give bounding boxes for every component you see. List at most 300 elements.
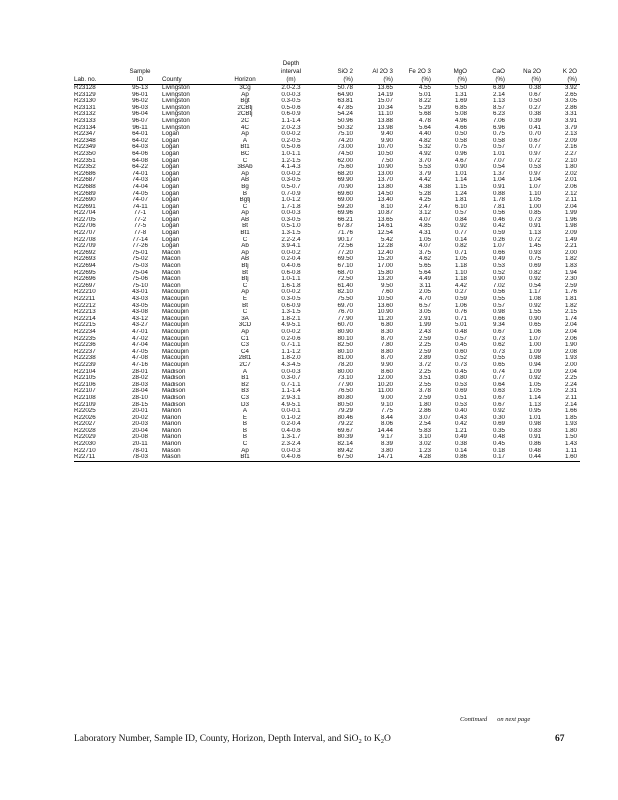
cell-lab: R22108 <box>74 394 96 401</box>
cell-k2o: 2.06 <box>564 183 577 190</box>
cell-mgo: 0.75 <box>454 144 467 151</box>
cell-county: Macoupin <box>162 348 189 355</box>
cell-al2o3: 13.65 <box>377 216 393 223</box>
cell-sio2: 71.76 <box>337 230 353 237</box>
cell-cao: 7.06 <box>492 117 505 124</box>
cell-horizon: E <box>242 296 248 302</box>
column-header-sio2: SiO 2 <box>337 68 353 75</box>
cell-horizon: C4 <box>241 348 249 355</box>
cell-horizon: C3 <box>241 342 249 349</box>
cell-mgo: 5.08 <box>454 111 467 118</box>
cell-horizon: Bt <box>242 302 248 309</box>
cell-fe2o3: 3.75 <box>418 249 431 256</box>
cell-sample: 64-22 <box>132 164 148 171</box>
cell-mgo: 1.69 <box>454 98 467 105</box>
cell-sio2: 82.14 <box>337 441 353 448</box>
cell-k2o: 2.21 <box>564 243 577 250</box>
cell-sample: 43-03 <box>132 296 148 302</box>
cell-depth: 1.8-2.0 <box>281 355 301 362</box>
cell-depth: 0.7-1.1 <box>281 381 301 388</box>
cell-na2o: 0.98 <box>528 421 541 428</box>
cell-mgo: 0.71 <box>454 249 467 256</box>
cell-k2o: 2.24 <box>564 381 577 388</box>
cell-horizon: Bt1 <box>240 144 250 151</box>
cell-al2o3: 13.70 <box>377 177 393 184</box>
cell-al2o3: 14.19 <box>377 91 393 98</box>
cell-sio2: 78.20 <box>337 361 353 368</box>
cell-na2o: 0.48 <box>528 447 541 454</box>
table-row <box>74 131 580 138</box>
cell-mgo: 0.86 <box>434 454 470 461</box>
cell-cao: 0.45 <box>492 441 505 448</box>
cell-na2o: 1.01 <box>528 414 541 421</box>
cell-al2o3: 8.60 <box>380 368 393 375</box>
cell-fe2o3: 4.82 <box>418 137 431 144</box>
cell-sample: 43-27 <box>132 322 148 329</box>
cell-al2o3: 8.39 <box>380 441 393 448</box>
cell-mgo: 0.96 <box>454 150 467 157</box>
cell-sample: 20-04 <box>132 427 148 434</box>
cell-horizon: 2C7 <box>239 361 251 368</box>
cell-mgo: 0.49 <box>454 434 467 441</box>
cell-horizon: 3A <box>241 315 249 322</box>
cell-fe2o3: 4.62 <box>418 256 431 263</box>
cell-na2o: 1.17 <box>528 289 541 296</box>
cell-county: Logan <box>162 243 180 250</box>
cell-sio2: 50.96 <box>337 117 353 124</box>
cell-county: Marion <box>162 408 181 415</box>
cell-county: Macoupin <box>162 361 189 368</box>
table-row <box>74 125 580 132</box>
cell-sample: 47-16 <box>132 361 148 368</box>
cell-na2o: 0.83 <box>528 427 541 434</box>
cell-horizon: Bt <box>242 269 248 276</box>
cell-na2o: 1.09 <box>528 348 541 355</box>
cell-sample: 28-02 <box>132 375 148 382</box>
cell-na2o: 0.44 <box>508 454 544 461</box>
cell-sample: 77-26 <box>132 243 148 250</box>
table-row <box>74 171 580 178</box>
cell-horizon: 2CBtj <box>237 104 253 111</box>
cell-al2o3: 10.34 <box>377 104 393 111</box>
cell-lab: R22705 <box>74 216 96 223</box>
cell-sio2: 54.24 <box>337 111 353 118</box>
cell-lab: R22351 <box>74 157 96 164</box>
cell-cao: 0.58 <box>492 137 505 144</box>
cell-k2o: 2.25 <box>564 375 577 382</box>
cell-county: Logan <box>162 137 180 144</box>
cell-al2o3: 10.90 <box>377 164 393 171</box>
cell-cao: 0.90 <box>492 276 505 283</box>
column-header-cao: (%) <box>470 76 508 85</box>
cell-fe2o3: 3.05 <box>418 309 431 316</box>
cell-horizon: C <box>242 309 248 316</box>
cell-k2o: 1.99 <box>564 210 577 217</box>
cell-k2o: 3.79 <box>564 124 577 131</box>
cell-al2o3: 14.61 <box>377 223 393 230</box>
cell-k2o: 2.06 <box>564 335 577 342</box>
cell-sample: 77-5 <box>133 223 147 230</box>
cell-mgo: 1.10 <box>454 269 467 276</box>
cell-lab: R22711 <box>74 454 118 461</box>
cell-depth: 0.5-0.6 <box>281 104 301 111</box>
cell-cao: 0.88 <box>492 190 505 197</box>
cell-fe2o3: 4.07 <box>418 243 431 250</box>
cell-lab: R22706 <box>74 223 96 230</box>
cell-mgo: 0.53 <box>454 401 467 408</box>
cell-depth: 0.3-0.7 <box>281 375 301 382</box>
cell-k2o: 3.91 <box>564 117 577 124</box>
cell-mgo: 0.58 <box>454 137 467 144</box>
cell-cao: 0.67 <box>492 328 505 335</box>
cell-na2o: 1.10 <box>528 190 541 197</box>
cell-sample: 77-2 <box>133 216 147 223</box>
cell-al2o3: 8.30 <box>380 328 393 335</box>
cell-cao: 0.59 <box>492 230 505 237</box>
cell-mgo: 0.45 <box>454 368 467 375</box>
cell-lab: R22238 <box>74 355 96 362</box>
cell-county: Macoupin <box>162 302 189 309</box>
cell-sample: 74-05 <box>132 190 148 197</box>
table-row <box>74 303 580 310</box>
column-header-fe2o3: Fe 2O 3 <box>408 68 431 75</box>
cell-horizon: BC <box>240 150 250 157</box>
cell-fe2o3: 1.23 <box>418 447 431 454</box>
table-row <box>74 237 580 244</box>
cell-lab: R22215 <box>74 322 96 329</box>
cell-county: Logan <box>162 197 180 204</box>
cell-al2o3: 8.10 <box>380 203 393 210</box>
column-header-lab <box>74 60 118 68</box>
cell-horizon: 2Bt1 <box>238 355 252 362</box>
cell-sample: 75-02 <box>132 256 148 263</box>
cell-sio2: 80.80 <box>337 394 353 401</box>
cell-depth: 0.0-0.3 <box>281 368 301 375</box>
header-row <box>74 60 580 68</box>
cell-depth: 0.2-0.4 <box>281 421 301 428</box>
cell-al2o3: 12.00 <box>377 375 393 382</box>
cell-lab: R22239 <box>74 361 96 368</box>
cell-fe2o3: 5.83 <box>418 427 431 434</box>
cell-na2o: 1.09 <box>528 368 541 375</box>
table-row <box>74 210 580 217</box>
cell-mgo: 4.42 <box>454 282 467 289</box>
cell-lab: R22350 <box>74 150 96 157</box>
cell-county: Macoupin <box>162 296 189 302</box>
column-header-k2o: K 2O <box>562 68 577 75</box>
cell-depth: 1.1-1.2 <box>281 348 301 355</box>
cell-al2o3: 13.40 <box>377 197 393 204</box>
cell-fe2o3: 1.05 <box>418 236 431 243</box>
cell-horizon: C <box>242 236 248 243</box>
cell-cao: 0.65 <box>492 361 505 368</box>
cell-county: Logan <box>162 177 180 184</box>
cell-fe2o3: 4.25 <box>418 197 431 204</box>
cell-na2o: 0.50 <box>528 98 541 105</box>
cell-k2o: 2.59 <box>564 282 577 289</box>
cell-lab: R22213 <box>74 309 96 316</box>
column-header-county: County <box>162 76 224 85</box>
cell-horizon: Ap <box>241 447 249 454</box>
cell-k2o: 1.66 <box>564 408 577 415</box>
cell-cao: 0.74 <box>492 368 505 375</box>
cell-mgo: 0.73 <box>454 361 467 368</box>
cell-al2o3: 8.80 <box>380 348 393 355</box>
caption-end: O <box>383 734 391 744</box>
cell-lab: R22349 <box>74 144 96 151</box>
caption-mid: to K <box>361 734 381 744</box>
cell-horizon: Bt1 <box>240 230 250 237</box>
cell-sio2: 50.78 <box>337 84 353 91</box>
table-row <box>74 177 580 184</box>
cell-mgo: 5.01 <box>454 322 467 329</box>
cell-county: Logan <box>162 203 180 210</box>
cell-k2o: 1.80 <box>564 164 577 171</box>
cell-fe2o3: 3.07 <box>418 414 431 421</box>
cell-cao: 0.17 <box>470 454 508 461</box>
cell-county: Logan <box>162 157 180 164</box>
cell-fe2o3: 6.57 <box>418 302 431 309</box>
cell-lab: R22707 <box>74 230 96 237</box>
cell-mgo: 1.21 <box>454 427 467 434</box>
column-header-county <box>162 68 224 76</box>
cell-fe2o3: 4.49 <box>418 276 431 283</box>
header-row <box>74 76 580 85</box>
cell-al2o3: 15.20 <box>377 256 393 263</box>
cell-fe2o3: 5.65 <box>418 263 431 270</box>
cell-depth: 0.1-0.2 <box>281 414 301 421</box>
cell-lab: R22694 <box>74 263 96 270</box>
cell-sample: 77-14 <box>132 236 148 243</box>
cell-mgo: 0.14 <box>454 236 467 243</box>
cell-sample: 77-1 <box>133 210 147 217</box>
cell-k2o: 1.82 <box>564 302 577 309</box>
cell-cao: 0.57 <box>492 144 505 151</box>
cell-al2o3: 13.80 <box>377 183 393 190</box>
cell-cao: 0.73 <box>492 348 505 355</box>
cell-al2o3: 12.28 <box>377 243 393 250</box>
cell-sio2: 82.50 <box>337 342 353 349</box>
cell-fe2o3: 5.01 <box>418 91 431 98</box>
cell-k2o: 2.02 <box>564 170 577 177</box>
cell-na2o: 1.45 <box>528 243 541 250</box>
cell-fe2o3: 3.79 <box>418 170 431 177</box>
column-header-county <box>162 60 224 68</box>
table-row <box>74 105 580 112</box>
cell-k2o: 1.60 <box>544 454 580 461</box>
column-header-lab: Lab. no. <box>74 76 118 85</box>
cell-na2o: 0.65 <box>528 322 541 329</box>
table-row <box>74 382 580 389</box>
cell-lab: R22030 <box>74 441 96 448</box>
cell-mgo: 0.51 <box>454 394 467 401</box>
cell-county: Logan <box>162 230 180 237</box>
cell-sample: 75-01 <box>132 249 148 256</box>
cell-depth: 0.3-0.5 <box>281 98 301 105</box>
caption-sub-1: 2 <box>358 738 362 745</box>
cell-mgo: 0.14 <box>454 447 467 454</box>
cell-al2o3: 17.00 <box>377 263 393 270</box>
cell-lab: R22691 <box>74 203 96 210</box>
cell-fe2o3: 5.64 <box>418 269 431 276</box>
cell-lab: R22696 <box>74 276 96 283</box>
cell-sio2: 69.96 <box>337 210 353 217</box>
cell-cao: 0.56 <box>492 210 505 217</box>
table-row <box>74 362 580 369</box>
continued-label: Continued <box>460 716 488 723</box>
cell-mgo: 0.90 <box>454 164 467 171</box>
cell-na2o: 0.91 <box>528 434 541 441</box>
cell-na2o: 0.91 <box>528 223 541 230</box>
cell-depth: 0.2-0.6 <box>281 335 301 342</box>
cell-mgo: 1.31 <box>454 91 467 98</box>
cell-al2o3: 3.80 <box>380 447 393 454</box>
cell-lab: R22687 <box>74 177 96 184</box>
cell-cao: 6.89 <box>492 84 505 91</box>
cell-lab: R22027 <box>74 421 96 428</box>
table-row <box>74 402 580 409</box>
cell-lab: R22704 <box>74 210 96 217</box>
cell-fe2o3: 2.59 <box>418 335 431 342</box>
cell-na2o: 0.38 <box>528 111 541 118</box>
cell-mgo: 1.05 <box>454 256 467 263</box>
cell-lab: R22237 <box>74 348 96 355</box>
cell-county: Marion <box>162 434 181 441</box>
table-row <box>74 270 580 277</box>
cell-mgo: 1.18 <box>454 263 467 270</box>
cell-cao: 0.49 <box>492 256 505 263</box>
cell-sio2: 72.50 <box>337 276 353 283</box>
cell-al2o3: 9.90 <box>380 137 393 144</box>
cell-depth: 1.0-1.2 <box>281 197 301 204</box>
column-header-al2o3 <box>356 60 396 68</box>
table-row <box>74 375 580 382</box>
cell-al2o3: 9.00 <box>380 394 393 401</box>
cell-lab: R22234 <box>74 328 96 335</box>
cell-sample: 74-07 <box>132 197 148 204</box>
cell-county: Macoupin <box>162 309 189 316</box>
column-header-horizon <box>224 60 266 68</box>
cell-horizon: AB <box>240 256 250 263</box>
table-row <box>74 283 580 290</box>
cell-county: Logan <box>162 183 180 190</box>
table-row <box>74 276 580 283</box>
cell-sample: 96-04 <box>132 111 148 118</box>
cell-k2o: 1.80 <box>564 427 577 434</box>
cell-fe2o3: 4.38 <box>418 183 431 190</box>
cell-sample: 74-01 <box>132 170 148 177</box>
cell-cao: 0.30 <box>492 414 505 421</box>
cell-fe2o3: 1.80 <box>418 401 431 408</box>
cell-horizon: B <box>242 190 248 197</box>
cell-horizon: A <box>242 408 248 415</box>
cell-sample: 64-02 <box>132 137 148 144</box>
cell-mgo: 0.57 <box>454 335 467 342</box>
cell-lab: R22107 <box>74 388 96 395</box>
table-row <box>74 395 580 402</box>
cell-cao: 1.04 <box>492 177 505 184</box>
cell-fe2o3: 3.10 <box>418 434 431 441</box>
cell-fe2o3: 4.31 <box>418 230 431 237</box>
cell-depth: 0.4-0.6 <box>281 427 301 434</box>
cell-sio2: 79.29 <box>337 408 353 415</box>
table-row <box>74 230 580 237</box>
cell-depth: 1.0-1.1 <box>281 150 301 157</box>
cell-sample: 47-08 <box>132 355 148 362</box>
table-row <box>74 342 580 349</box>
cell-cao: 0.42 <box>492 223 505 230</box>
cell-county: Logan <box>162 164 180 171</box>
cell-na2o: 1.05 <box>528 197 541 204</box>
table-row <box>74 85 580 92</box>
cell-fe2o3: 2.05 <box>418 289 431 296</box>
cell-mgo: 4.67 <box>454 157 467 164</box>
cell-sio2: 76.70 <box>337 309 353 316</box>
column-header-al2o3: Al 2O 3 <box>372 68 393 75</box>
cell-horizon: Ap <box>241 249 249 256</box>
chemistry-table <box>74 60 580 462</box>
cell-na2o: 0.70 <box>528 131 541 138</box>
cell-k2o: 3.92 <box>564 84 577 91</box>
cell-fe2o3: 5.29 <box>418 104 431 111</box>
cell-county: Madison <box>162 368 186 375</box>
cell-horizon: 2CBtj <box>237 111 253 118</box>
column-header-sample <box>118 60 162 68</box>
cell-mgo: 1.18 <box>454 276 467 283</box>
cell-fe2o3: 4.70 <box>418 296 431 302</box>
cell-sample: 64-08 <box>132 157 148 164</box>
cell-county: Macoupin <box>162 355 189 362</box>
cell-sample: 20-01 <box>132 408 148 415</box>
cell-al2o3: 13.00 <box>377 170 393 177</box>
cell-depth: 2.0-2.3 <box>281 84 301 91</box>
cell-depth: 0.2-0.4 <box>281 256 301 263</box>
cell-k2o: 2.00 <box>564 361 577 368</box>
cell-mgo: 0.76 <box>454 309 467 316</box>
column-header-na2o <box>508 60 544 68</box>
cell-na2o: 0.90 <box>528 315 541 322</box>
cell-depth: 0.5-1.0 <box>281 223 301 230</box>
cell-fe2o3: 3.02 <box>418 441 431 448</box>
cell-horizon: AB <box>240 177 250 184</box>
cell-county: Logan <box>162 216 180 223</box>
cell-lab: R22109 <box>74 401 96 408</box>
cell-fe2o3: 5.64 <box>418 124 431 131</box>
cell-sio2: 82.10 <box>337 289 353 296</box>
cell-fe2o3: 2.54 <box>418 421 431 428</box>
cell-fe2o3: 5.32 <box>418 144 431 151</box>
cell-cao: 0.77 <box>492 375 505 382</box>
cell-mgo: 0.77 <box>454 230 467 237</box>
cell-mgo: 0.59 <box>454 296 467 302</box>
cell-lab: R22688 <box>74 183 96 190</box>
cell-sio2: 89.42 <box>337 447 353 454</box>
cell-horizon: B <box>242 427 248 434</box>
cell-depth: 0.3-0.5 <box>281 216 301 223</box>
caption-lead: Laboratory Number, Sample ID, County, Horizon, Depth Interval, and SiO <box>74 734 359 744</box>
cell-na2o: 0.77 <box>528 144 541 151</box>
cell-cao: 0.56 <box>492 289 505 296</box>
cell-county: Madison <box>162 375 186 382</box>
cell-k2o: 1.96 <box>564 216 577 223</box>
cell-lab: R22695 <box>74 269 96 276</box>
table-row <box>74 434 580 441</box>
cell-horizon: C <box>242 441 248 448</box>
cell-depth: 0.0-0.2 <box>281 249 301 256</box>
table-row <box>74 408 580 415</box>
table-row <box>74 329 580 336</box>
cell-sample: 47-04 <box>132 342 148 349</box>
